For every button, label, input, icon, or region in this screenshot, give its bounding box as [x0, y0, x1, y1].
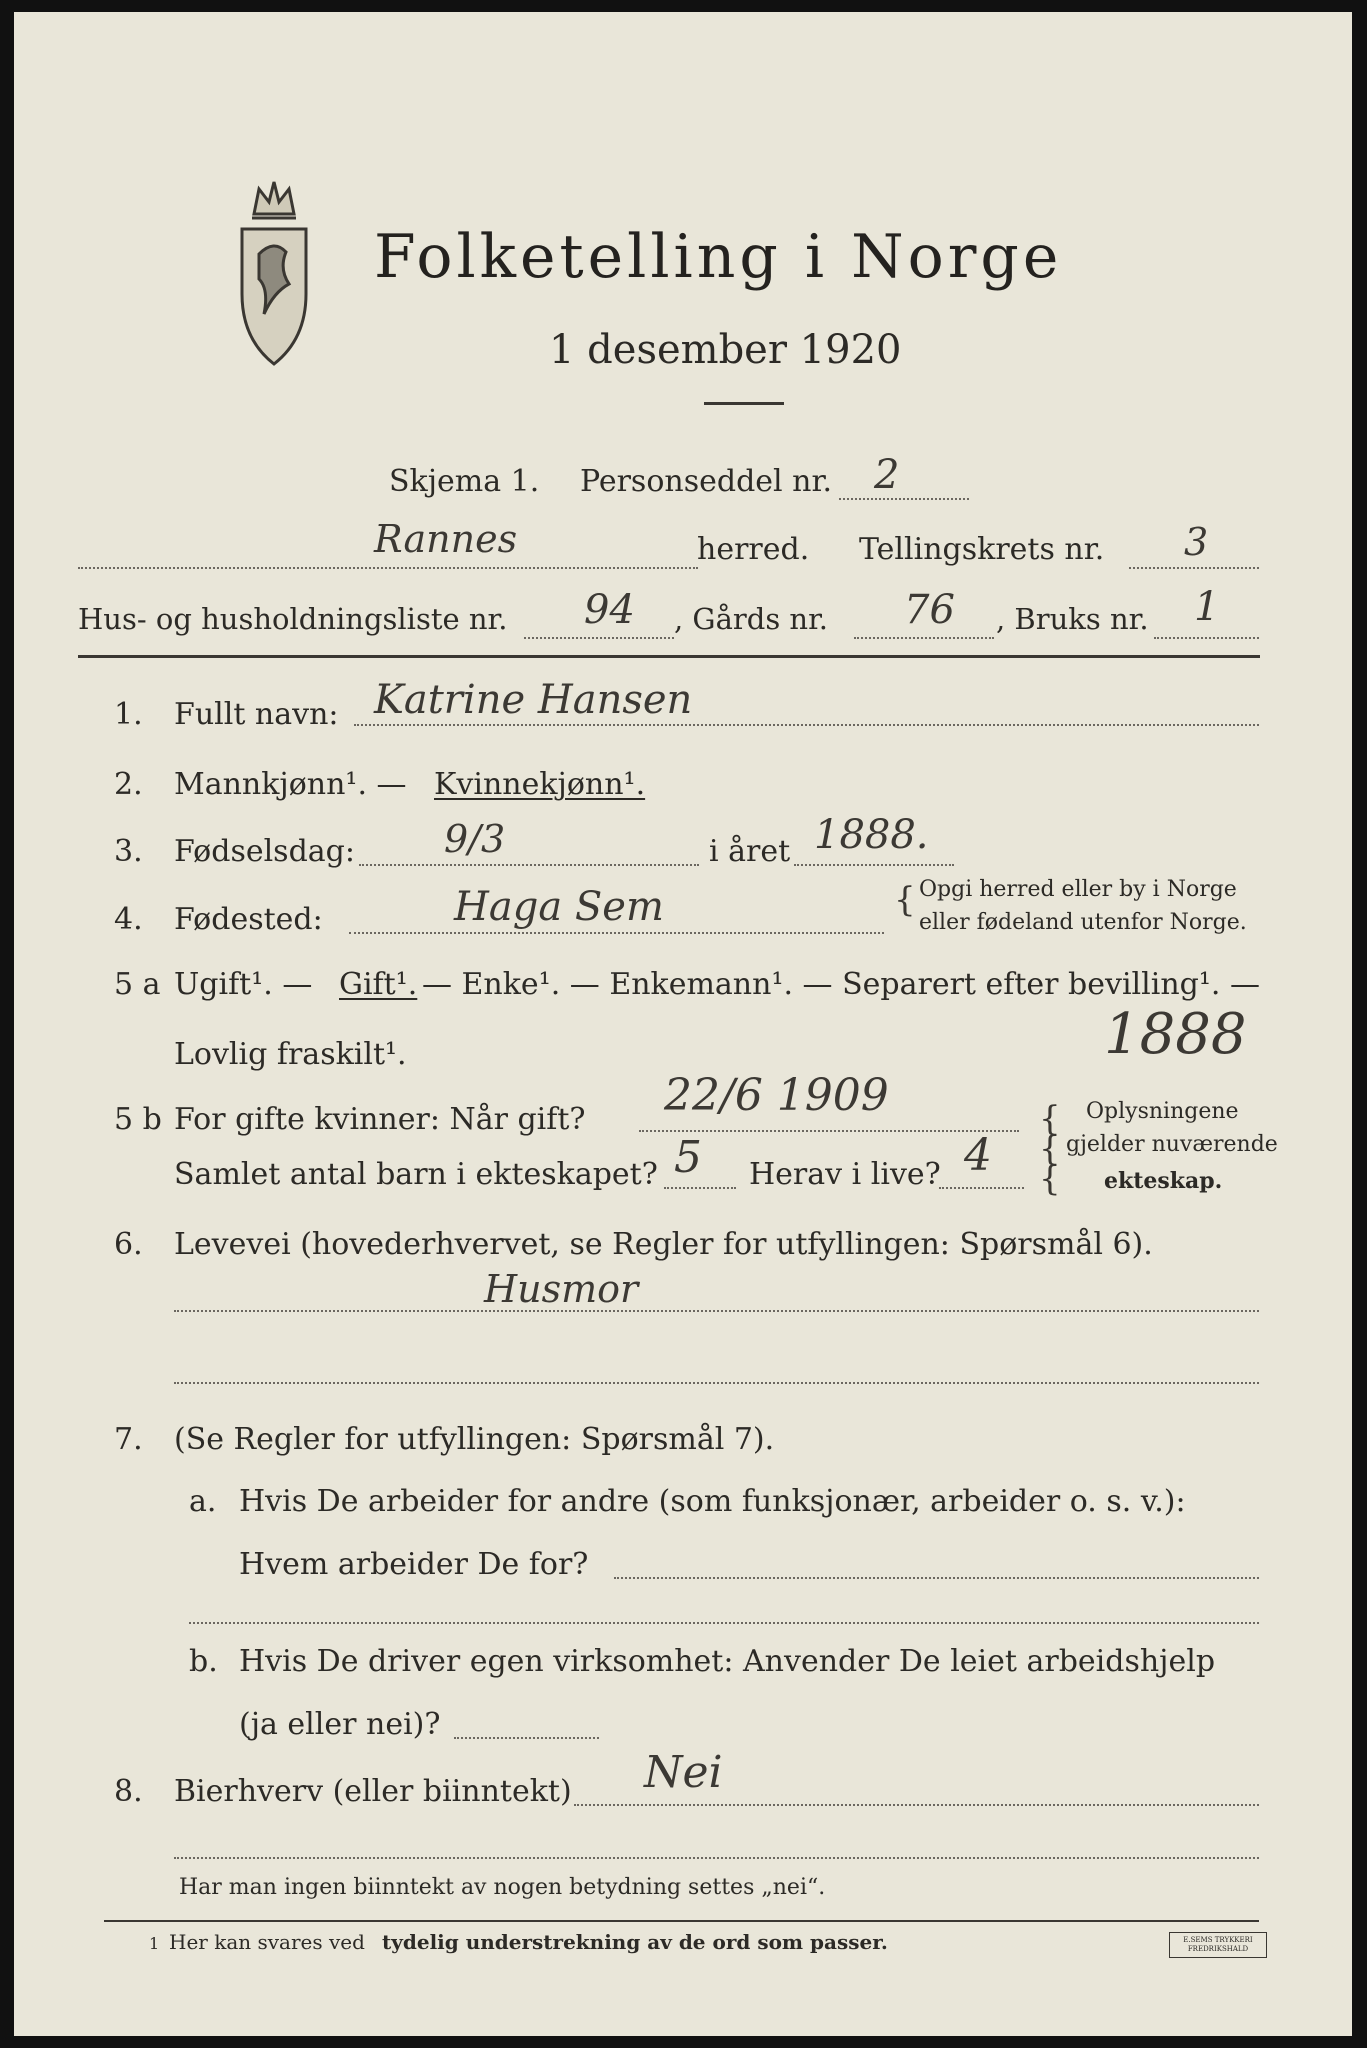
hus-label: Hus- og husholdningsliste nr. [78, 602, 508, 636]
personseddel-value[interactable]: 2 [874, 452, 900, 498]
q7-label: (Se Regler for utfyllingen: Spørsmål 7). [174, 1422, 775, 1457]
q5b-barn-label: Samlet antal barn i ekteskapet? [174, 1157, 658, 1192]
q8-number: 8. [114, 1774, 143, 1809]
q2-mannkjonn: Mannkjønn¹. — [174, 767, 407, 802]
bruks-label: , Bruks nr. [996, 602, 1149, 636]
q4-brace: { [894, 880, 916, 920]
coat-of-arms-icon [224, 174, 324, 374]
q4-value[interactable]: Haga Sem [454, 884, 664, 930]
q1-label: Fullt navn: [174, 697, 339, 732]
q5a-rest: — Enke¹. — Enkemann¹. — Separert efter bevilling¹. — [422, 967, 1260, 1002]
gards-label: , Gårds nr. [674, 602, 828, 636]
herred-label: herred. [697, 532, 810, 567]
q6-line2 [174, 1382, 1259, 1384]
herred-line [78, 567, 698, 569]
hus-line [524, 637, 674, 639]
q5b-brace: { { { [1039, 1099, 1061, 1199]
q4-label: Fødested: [174, 902, 323, 937]
q3-year-line [794, 864, 954, 866]
q3-label: Fødselsdag: [174, 834, 355, 869]
herred-value[interactable]: Rannes [374, 517, 518, 561]
q5b-note1: Oplysningene [1086, 1099, 1239, 1124]
q5a-fraskilt: Lovlig fraskilt¹. [174, 1037, 407, 1072]
q6-label: Levevei (hovederhvervet, se Regler for utfyllingen: Spørsmål 6). [174, 1227, 1153, 1262]
footnote-b: tydelig understrekning av de ord som passer. [382, 1930, 888, 1954]
q5b-ilive-label: Herav i live? [749, 1157, 941, 1192]
q3-line [359, 864, 699, 866]
q5a-gift[interactable]: Gift¹. [339, 967, 418, 1002]
q5a-margin-note: 1888 [1104, 1002, 1247, 1067]
q4-note-line1: Opgi herred eller by i Norge [919, 877, 1237, 902]
census-form-page [14, 12, 1352, 2036]
q3-year-label: i året [709, 834, 791, 869]
bruks-line [1154, 637, 1259, 639]
q5b-label: For gifte kvinner: Når gift? [174, 1102, 586, 1137]
footnote-mark: 1 [149, 1934, 160, 1953]
q5a-ugift: Ugift¹. — [174, 967, 313, 1002]
q7b-line2: (ja eller nei)? [239, 1707, 441, 1742]
form-title: Folketelling i Norge [374, 222, 1063, 292]
title-divider [704, 402, 784, 405]
q7a-line1: Hvis De arbeider for andre (som funksjonær, arbeider o. s. v.): [239, 1484, 1186, 1519]
skjema-label: Skjema 1. [389, 464, 540, 499]
q5a-number: 5 a [114, 967, 161, 1002]
q5b-note2: gjelder nuværende [1066, 1132, 1278, 1157]
footer-rule [104, 1920, 1259, 1922]
footnote-a: Her kan svares ved [169, 1930, 365, 1954]
q7a-letter: a. [189, 1484, 217, 1519]
q3-value[interactable]: 9/3 [444, 817, 506, 861]
bruks-value[interactable]: 1 [1194, 584, 1220, 630]
q6-number: 6. [114, 1227, 143, 1262]
q5b-note3: ekteskap. [1104, 1168, 1223, 1194]
q4-number: 4. [114, 902, 143, 937]
q8-value[interactable]: Nei [644, 1747, 723, 1798]
q5b-ilive-value[interactable]: 4 [964, 1130, 992, 1181]
q7-number: 7. [114, 1422, 143, 1457]
personseddel-line [839, 498, 969, 500]
q7a-answer-line1 [614, 1577, 1259, 1579]
gards-line [854, 637, 994, 639]
q2-number: 2. [114, 767, 143, 802]
q8-line [574, 1804, 1259, 1806]
q5b-number: 5 b [114, 1102, 162, 1137]
q5b-barn-line [664, 1187, 736, 1189]
q3-year-value[interactable]: 1888. [814, 812, 929, 858]
printer-stamp: E.SEMS TRYKKERI FREDRIKSHALD [1169, 1932, 1267, 1958]
footer-note: Har man ingen biinntekt av nogen betydning settes „nei“. [179, 1875, 826, 1900]
form-date: 1 desember 1920 [549, 327, 902, 373]
q4-line [349, 932, 884, 934]
q5b-value[interactable]: 22/6 1909 [664, 1070, 889, 1121]
q5b-barn-value[interactable]: 5 [674, 1132, 702, 1183]
q2-kvinnekjonn[interactable]: Kvinnekjønn¹. [434, 767, 646, 802]
personseddel-label: Personseddel nr. [580, 464, 833, 499]
section-divider [78, 655, 1260, 658]
q1-value[interactable]: Katrine Hansen [374, 677, 693, 723]
q7a-answer-line2 [189, 1622, 1259, 1624]
q8-label: Bierhverv (eller biinntekt) [174, 1774, 572, 1809]
tellingskrets-label: Tellingskrets nr. [859, 532, 1105, 567]
tellingskrets-value[interactable]: 3 [1184, 520, 1209, 564]
gards-value[interactable]: 76 [904, 587, 955, 633]
q1-number: 1. [114, 697, 143, 732]
tellingskrets-line [1129, 567, 1259, 569]
q6-value[interactable]: Husmor [484, 1267, 639, 1311]
q5b-ilive-line [939, 1187, 1024, 1189]
q7b-answer-line [454, 1737, 599, 1739]
q1-line [354, 724, 1259, 726]
q6-line1 [174, 1310, 1259, 1312]
q7a-line2: Hvem arbeider De for? [239, 1547, 589, 1582]
q7b-line1: Hvis De driver egen virksomhet: Anvender De leiet arbeidshjelp [239, 1644, 1216, 1679]
q4-note-line2: eller fødeland utenfor Norge. [919, 910, 1247, 935]
hus-value[interactable]: 94 [584, 587, 635, 633]
q7b-letter: b. [189, 1644, 218, 1679]
q8-line2 [174, 1857, 1259, 1859]
q3-number: 3. [114, 834, 143, 869]
